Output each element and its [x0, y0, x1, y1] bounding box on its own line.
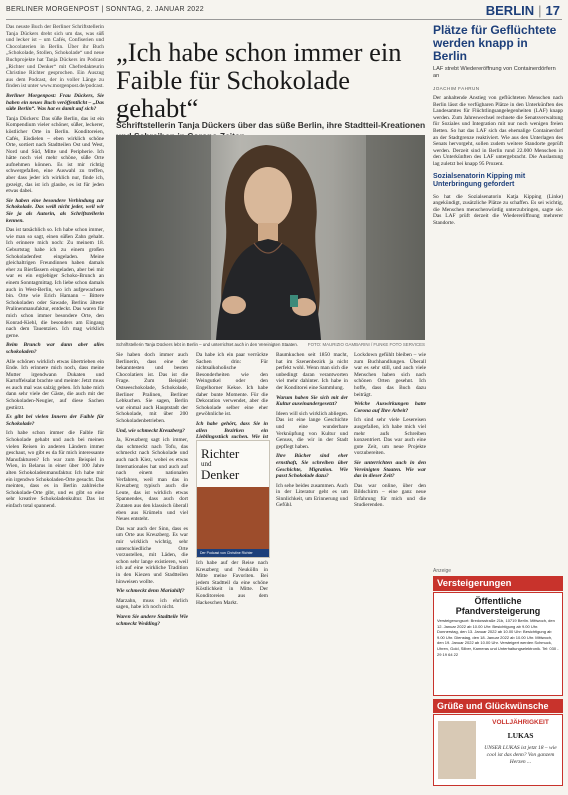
page-number: 17 [545, 3, 560, 18]
separator: | [538, 3, 542, 18]
body-question: Ihre Bücher sind eher ernsthaft, Sie schreiben über Geschichte, Migration. Wie passt Schokolade dazu? [276, 453, 348, 480]
podcast-cover [196, 440, 270, 558]
body-question: Waren Sie andere Stadtteile Wie schmeckt Wedding? [116, 613, 188, 627]
question-1: Berliner Morgenpost: Frau Dückers, Sie haben ein neues Buch veröffentlicht – „Das süße Berlin“. Was hat es damit auf sich? [6, 92, 104, 113]
answer-2: Das ist tatsächlich so. Ich habe schon immer, wie man so sagt, einen süßen Zahn gehabt. Ich erinnere mich noch: Zu meinem 18. Geburtstag habe ich zu einem großen Schokoladenfest eingeladen. Meine gleichaltrigen Freundinnen haben damals eher zu Bierfässern eingeladen, aber bei mir war es ein ergiebiger Schoko-Brunch an einem Sonntagmittag. Ich liebe schon damals auch in West-Berlin, wo ich aufgewachsen bin. Orte wie Erich Hamann – Bittere Schokoladen oder Sawade, Berlins älteste Pralinenmanufaktur, entdeckt. Das waren für mich schon immer besondere Orte, den Konrad-Kiehl, die besonders am Eingang nach dem Tauentzien. Ich mag wirklich gerne. [6, 227, 104, 339]
body-para: Ideen will sich wirklich abliegen. Das ist eine lange Geschichte und eine wunderbare Verknüpfung von Kultur und Genuss, die wir in der Stadt gepflegt haben. [276, 410, 349, 450]
body-column-2-top [196, 352, 268, 441]
author-photo-image [116, 135, 425, 340]
auction-text: Versteigerungsort: Bredowstraße 21b, 10719 Berlin. Mittwoch, den 12. Januar 2022 ab 10.00 Uhr: Besichtigung ab 9.00 Uhr. Donnerstag, den 13. Januar 2022 ab 10.00 Uhr: Besichtigung ab 9.00 Uhr. Dienstag, den 18. Januar 2022 ab 10.00 Uhr. Mittwoch, den 19. Januar 2022 ab 10.00 Uhr. Versteigert werden Schmuck, Uhren, Gold, Silber, Kameras und Unterhaltungselektronik. Tel: 030 - 29 19 64 22 [437, 618, 559, 657]
answer-1: Tanja Dückers: Das süße Berlin, das ist ein Kompendium vieler schöner, süßer, leckerer, köstlicher Orte in Berlin. Konditoreien, Cafés, Eisdielen – eben wirklich schöne Orte, sortiert nach Stadtteilen Ost und West, Nord und Süd, Mitte und Peripherie. Ich hätte noch viel mehr schöne, süße Orte aufnehmen können. Es ist mir richtig schwergefallen, eine Auswahl zu treffen, aber dass jeder ich wirklich nur, finde ich, gezeigt, das ist ich glaube, es ist für jeden etwas dabei. [6, 115, 104, 195]
body-para: Da habe ich ein paar verrückte Sachen drin: Für nichtsalkoholische Besonderheiten wie den Weingutkel oder den Engelhorner Kekse. Ich habe daher bunte Momente. Für die Dekoration verwendet, aber die Schokolade selber eine eher gewöhnliche ist. [196, 352, 268, 418]
auction-ad [433, 592, 563, 696]
body-question: Und, wie schmeckt Kreuzberg? [116, 427, 185, 434]
body-para: Das war online, über den Bildschirm – eine ganz neue Erfahrung für mich und die Studierenden. [354, 482, 426, 509]
body-para: Baumkuchen seit 1850 macht, hat im Szenenbezirk ja nicht perfekt wohl. Wenn man sich die unbedingt daran verantworten viel mehr dahinter. Ich habe in der Konditorei eine Sammlung. [276, 352, 348, 391]
sidebar-article [433, 24, 563, 564]
body-para: Ich sehe beides zusammen. Auch in der Literatur geht es um Sinnlichkeit, um Erinnerung und Gefühl. [276, 482, 348, 509]
sidebar-subhead: LAF strebt Wiedereröffnung von Containerdörfern an [433, 66, 556, 79]
body-para: Marzahn, muss ich ehrlich sagen, habe ich noch nicht. [116, 597, 188, 611]
photo-caption: Schriftstellerin Tanja Dückers lebt in Berlin – und unterrichtet auch in den Vereinigten Staaten. [116, 342, 298, 347]
left-column [6, 24, 104, 789]
answer-4: Ich habe schon immer die Faible für Schokolade gehabt und auch bei meinen vielen Reisen in anderen Ländern immer geschaut, wo gibt es da für mich interessante Manufakturen? Ich war zum Beispiel in Wien, in Belarus in einer über 100 Jahre alten Schokoladenmanufaktur. Ich habe mir ein irgendwo Schokoladen-Orte gesucht. Das meinten, dass es in Berlin zahlreiche Schokolade-Orte gibt, und es gibt so eine sehr kreative Schokoladenkultur. Das ist einfach total spannend. [6, 430, 104, 509]
body-question: Ich habe gehört, dass Sie in allen Bezirken ein Lieblingsstück suchen. Wie ist [196, 420, 268, 441]
section-name: BERLIN [485, 3, 535, 18]
body-column-2-bottom [196, 560, 268, 782]
cover-title-line: Denker [201, 467, 240, 482]
question-3: Beim Brunch war dann aber alles schokoladen? [6, 342, 104, 355]
sidebar-headline: Plätze für Geflüchtete werden knapp in Berlin [433, 23, 557, 63]
masthead-section [486, 3, 560, 18]
cover-title-line: Richter [201, 446, 240, 461]
sidebar-para: So hat die Sozialsenatorin Katja Kipping (Linke) angekündigt, zusätzliche Plätze zu schaffen. Es sei wichtig, die Menschen menschenwürdig unterzubringen, sagte sie. Das LAF prüft derzeit die Wiedereröffnung mehrerer Standorte. [433, 193, 563, 226]
body-question: Wie schmeckt denn Mariahilf? [116, 588, 185, 595]
sidebar-para: Der anhaltende Anstieg von geflüchteten Menschen nach Berlin lässt die verfügbaren Plätze in den Unterkünften des Landesamtes für Flüchtlingsangelegenheiten (LAF) knapp werden. Zum Jahreswechsel rechnete die Senatsverwaltung für Soziales und Integration mit nur noch wenigen freien Betten. So hat das LAF sich das ehemalige Containerdorf an der Stadtgrenze reaktiviert. Wie aus den Unterlagen des Senats hervorgeht, sollen zudem weitere Standorte geprüft werden. Derzeit sind in Berlin rund 22.000 Menschen in den Unterkünften des LAF untergebracht. Die Auslastung lag zuletzt bei knapp 95 Prozent. [433, 95, 563, 167]
cover-footer-text: Der Podcast von Christine Richter [200, 551, 253, 555]
body-column-1 [116, 352, 188, 782]
greetings-ad [433, 714, 563, 786]
greetings-name: LUKAS [507, 731, 534, 740]
article-subhead: Schriftstellerin Tanja Dückers über das süße Berlin, ihre Stadtteil-Kreationen [116, 120, 426, 130]
body-question: Welche Auswirkungen hatte Corona auf Ihre Arbeit? [354, 401, 426, 414]
cover-title-line: und [201, 460, 212, 468]
greetings-message: UNSER LUKAS ist jetzt 18 – wie cool ist das denn? Von ganzem Herzen ... [484, 745, 557, 765]
body-question: Warum haben Sie sich mit der Kultur auseinandergesetzt? [276, 394, 348, 408]
body-para: Lockdown gefühlt bleiben – wie zum Buchhandlungen. Überall war es sehr still, und auch viele Menschen haben sich nach schönen Orten gesehnt. Ich hoffe, dass das Buch dazu beiträgt. [354, 352, 426, 398]
body-column-4 [354, 352, 426, 782]
cover-image [197, 487, 269, 549]
question-2: Sie haben eine besondere Verbindung zur Schokolade. Das weiß nicht jeder, weil wir Sie ja als Autorin, als Schriftstellerin kennen. [6, 197, 104, 224]
body-para: Ja, Kreuzberg sagt ich immer, das schmeckt nach Tofu, das schmeckt nach Schokolade und auch nach Kiez, wobei es etwas Internationales hat und auch auf nach einem nationalen Verfahren, weil man das in Kreuzberg typisch auch die Leute, das ist wirklich etwas Spannendes, dass auch dort Zutaten aus den klassisch überall eben aus Krümeln und viel Neues entsteht. [116, 437, 188, 523]
cover-title [201, 447, 239, 481]
author-photo [116, 135, 425, 340]
body-para: Ich sind sehr viele Lesereisen ausgefallen, ich habe mich viel mehr aufs Schreiben konzentriert. Das war auch eine gute Zeit, um neue Projekte vorzubereiten. [354, 417, 426, 457]
body-para: Sie haben doch immer auch Berlinerin, dass eine der bekanntesten und besten Chocolatiers ist. Das ist die Frage. Zum Beispiel: Ostseeschokolade, Schokolade, Berliner Pralinen, Berliner Lebkuchen. Sie sagen, Berlin war einmal auch Hauptstadt der Schokolade, mit über 200 Schokoladenbetrieben. [116, 352, 188, 424]
photo-credit: FOTO: MAURIZIO GAMBARINI / FUNKE FOTO SERVICES [307, 342, 425, 347]
cover-footer [197, 549, 269, 557]
auction-headline: Öffentliche Pfandversteigerung [455, 596, 541, 616]
photo-caption-row [116, 342, 425, 347]
ad-label: Anzeige [433, 568, 452, 574]
article-headline: „Ich habe schon immer ein Faible für Schokolade gehabt“ [116, 37, 402, 123]
body-column-3 [276, 352, 348, 782]
body-para: Ich habe auf der Reise nach Kreuzberg und Neukölln in Mitte meine Favoriten. Bei jedem Stadtteil da eine schöne Köstlichkeit in Mitte. Der Konditoreien aus dem Hackeschen Markt. [196, 560, 268, 606]
answer-3: Alle schönen wirklich etwas übertrieben ein Ende. Ich erinnere mich noch, dass meine Mutter irgendwann Dukaten und Kartoffelsalat brachte und meinte: Jetzt muss es auch mal was salzig geben. Ich habe mich dann sehr viele der Gäste, die auch mit der Schokoladen-Neugier, auf diese Sachen gestürzt. [6, 358, 104, 411]
ads-block [433, 576, 563, 786]
child-photo [438, 721, 476, 779]
greetings-occasion: VOLLJÄHRIGKEIT [492, 719, 549, 726]
sidebar-body-2 [433, 194, 563, 227]
sidebar-author: JOACHIM FAHRUN [433, 86, 480, 91]
intro-text: Das neuste Buch der Berliner Schriftstellerin Tanja Dückers dreht sich um das, was süß und lecker ist – um Cafés, Confiserien und Chocolaterien in Berlin. Über ihr Buch „Schokolade, Stollen, Schokolade“ und neue Buchprojekte hat Tanja Dückers im Podcast „Richter und Denker“ mit Chefredakteurin Christine Richter gesprochen. Ein Auszug aus dem Podcast, der in voller Länge zu finden ist unter www.morgenpost.de/podcast. [6, 24, 104, 90]
auction-section-title: Versteigerungen [433, 576, 563, 591]
masthead-paper-date: BERLINER MORGENPOST | SONNTAG, 2. JANUAR 2022 [6, 6, 204, 13]
sidebar-subheadline: Sozialsenatorin Kipping mit Unterbringung gefordert [433, 172, 526, 189]
question-4: Es gibt bei vielen Innern der Faible für Schokolade? [6, 414, 104, 427]
top-rule [6, 19, 562, 20]
greetings-section-title: Grüße und Glückwünsche [433, 699, 563, 713]
sidebar-body [433, 95, 563, 168]
body-para: Das war auch der Sinn, dass es um Orte aus Kreuzberg. Es war mir wirklich wichtig, sehr unterschiedliche Orte vorzustellen, mit Läden, die schon sehr lange existieren, weil ich auf eine wirkliche Tradition in den Kiezen und Stadtteilen hinweisen wollte. [116, 525, 188, 585]
body-question: Sie unterrichten auch in den Vereinigten Staaten. Wie war das in dieser Zeit? [354, 459, 426, 480]
